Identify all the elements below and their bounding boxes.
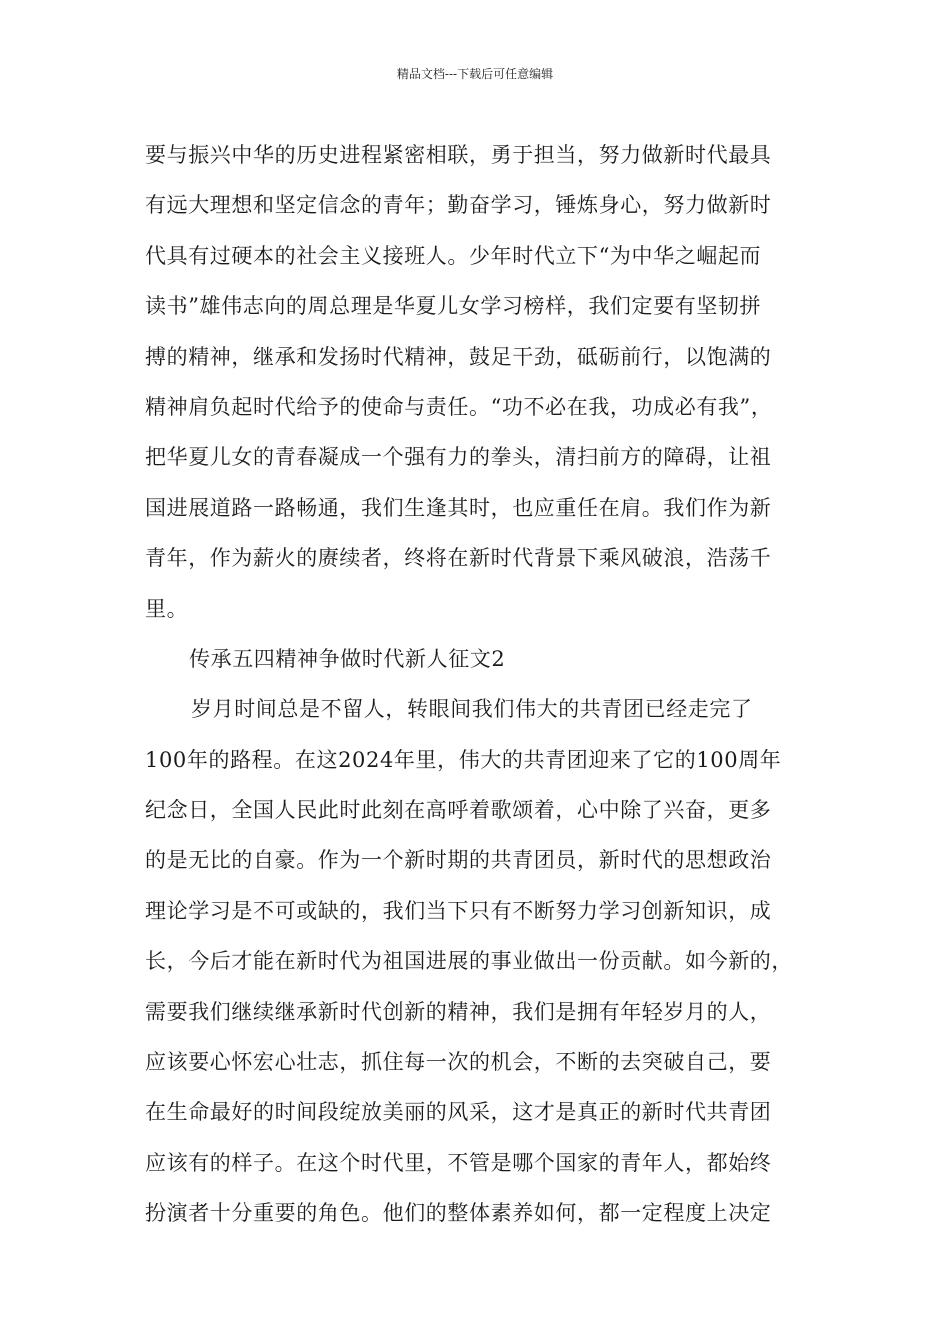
text-line: 里。: [145, 596, 189, 621]
text-line: 岁月时间总是不留人，转眼间我们伟大的共青团已经走完了: [191, 697, 753, 722]
text-line: 国进展道路一路畅通，我们生逢其时，也应重任在肩。我们作为新: [145, 495, 772, 520]
text-line: 的是无比的自豪。作为一个新时期的共青团员，新时代的思想政治: [145, 848, 772, 873]
text-line: 纪念日，全国人民此时此刻在高呼着歌颂着，心中除了兴奋，更多: [145, 798, 772, 823]
page-header: 精品文档---下载后可任意编辑: [396, 67, 554, 81]
text-line: 把华夏儿女的青春凝成一个强有力的拳头，清扫前方的障碍，让祖: [145, 445, 772, 470]
text-line: 代具有过硬本的社会主义接班人。少年时代立下“为中华之崛起而: [145, 243, 762, 268]
text-line: 100年的路程。在这2024年里，伟大的共青团迎来了它的100周年: [145, 747, 782, 772]
text-line: 理论学习是不可或缺的，我们当下只有不断努力学习创新知识，成: [145, 898, 772, 923]
text-line: 应该要心怀宏心壮志，抓住每一次的机会，不断的去突破自己，要: [145, 1050, 772, 1075]
text-line: 要与振兴中华的历史进程紧密相联，勇于担当，努力做新时代最具: [145, 143, 772, 167]
text-line: 青年，作为薪火的赓续者，终将在新时代背景下乘风破浪，浩荡千: [145, 546, 772, 571]
text-line: 长，今后才能在新时代为祖国进展的事业做出一份贡献。如今新的，: [145, 949, 793, 974]
text-line: 精神肩负起时代给予的使命与责任。“功不必在我，功成必有我”，: [145, 394, 773, 419]
text-line: 有远大理想和坚定信念的青年；勤奋学习，锤炼身心，努力做新时: [145, 193, 772, 218]
text-line: 搏的精神，继承和发扬时代精神，鼓足干劲，砥砺前行，以饱满的: [145, 344, 772, 369]
text-line: 需要我们继续继承新时代创新的精神，我们是拥有年轻岁月的人，: [145, 999, 772, 1024]
text-line: 读书”雄伟志向的周总理是华夏儿女学习榜样，我们定要有坚韧拼: [145, 294, 762, 319]
document-body: [145, 130, 835, 1239]
section-heading: 传承五四精神争做时代新人征文2: [189, 646, 506, 671]
text-line: 在生命最好的时间段绽放美丽的风采，这才是真正的新时代共青团: [145, 1100, 772, 1125]
text-line: 扮演者十分重要的角色。他们的整体素养如何，都一定程度上决定: [145, 1201, 772, 1226]
text-line: 应该有的样子。在这个时代里，不管是哪个国家的青年人，都始终: [145, 1150, 772, 1175]
